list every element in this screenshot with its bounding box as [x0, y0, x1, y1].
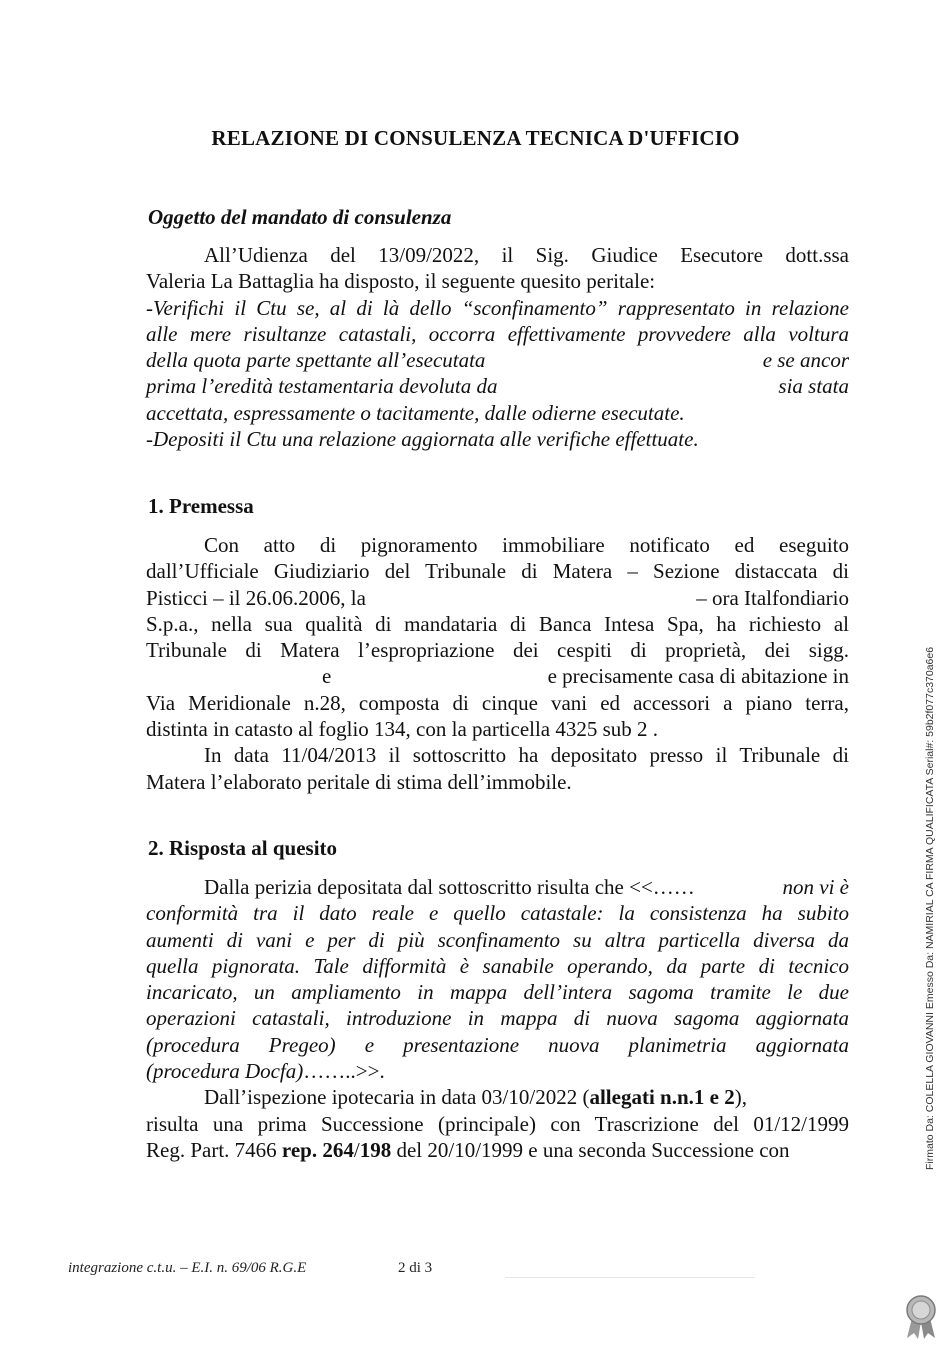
text-fragment: e se ancor [762, 348, 849, 373]
text-line: In data 11/04/2013 il sottoscritto ha depositato presso il Tribunale di [204, 743, 849, 768]
text-line: -Verifichi il Ctu se, al di là dello “sconfinamento” rappresentato in relazione [146, 295, 849, 320]
text-line: Valeria La Battaglia ha disposto, il seguente quesito peritale: [146, 269, 656, 294]
section-heading-premessa: 1. Premessa [148, 494, 254, 518]
text-line: Matera l’elaborato peritale di stima dell’immobile. [146, 769, 572, 794]
digital-signature-strip: Firmato Da: COLELLA GIOVANNI Emesso Da: NAMIRIAL CA FIRMA QUALIFICATA Serial#: 59b2f077c370a6e6 [924, 646, 936, 1170]
text-line: operazioni catastali, introduzione in mappa di nuova sagoma aggiornata [146, 1006, 849, 1031]
text-fragment: prima l’eredità testamentaria devoluta da [146, 374, 498, 399]
text-fragment: ……..>>. [303, 1059, 385, 1084]
text-fragment: Reg. Part. 7466 [146, 1137, 277, 1162]
text-line: All’Udienza del 13/09/2022, il Sig. Giudice Esecutore dott.ssa [204, 243, 849, 267]
text-line: -Depositi il Ctu una relazione aggiornata alle verifiche effettuate. [146, 427, 699, 452]
award-ribbon-icon [902, 1294, 940, 1345]
paragraph-premessa [146, 532, 849, 795]
text-line: alle mere risultanze catastali, occorra effettivamente provvedere alla voltura [146, 321, 849, 346]
text-line: quella pignorata. Tale difformità è sanabile operando, da parte di tecnico [146, 953, 849, 978]
text-fragment: e [322, 664, 332, 689]
text-line [146, 874, 849, 900]
text-fragment: del 20/10/1999 e una seconda Successione con [396, 1137, 790, 1162]
text-fragment: sia stata [778, 374, 849, 399]
text-line: dall’Ufficiale Giudiziario del Tribunale di Matera – Sezione distaccata di [146, 559, 849, 584]
text-line: (procedura Pregeo) e presentazione nuova planimetria aggiornata [146, 1032, 849, 1057]
page-number: 2 di 3 [398, 1260, 433, 1276]
divider [505, 1277, 755, 1278]
text-line: incaricato, un ampliamento in mappa dell’intera sagoma tramite le due [146, 980, 849, 1005]
section-heading-oggetto: Oggetto del mandato di consulenza [148, 205, 452, 229]
footer-reference: integrazione c.t.u. – E.I. n. 69/06 R.G.E [68, 1260, 307, 1276]
text-line: S.p.a., nella sua qualità di mandataria di Banca Intesa Spa, ha richiesto al [146, 611, 849, 636]
text-line: distinta in catasto al foglio 134, con la particella 4325 sub 2 . [146, 717, 659, 742]
text-line: Tribunale di Matera l’espropriazione dei cespiti di proprietà, dei sigg. [146, 638, 849, 663]
text-fragment: non vi è [782, 875, 849, 899]
attachment-ref: allegati n.n.1 e 2 [589, 1085, 735, 1110]
text-fragment: Pisticci – il 26.06.2006, la [146, 585, 366, 610]
text-line [146, 373, 849, 399]
text-line [146, 1058, 849, 1084]
text-line: Via Meridionale n.28, composta di cinque vani ed accessori a piano terra, [146, 690, 849, 715]
rep-number: rep. 264 [281, 1137, 354, 1162]
page-title: RELAZIONE DI CONSULENZA TECNICA D'UFFICIO [211, 126, 740, 150]
text-line [146, 585, 849, 611]
paragraph-oggetto [146, 242, 849, 452]
text-fragment: Dall’ispezione ipotecaria in data 03/10/2022 ( [204, 1085, 590, 1110]
text-fragment: (procedura Docfa) [146, 1059, 304, 1084]
text-line [146, 347, 849, 373]
section-heading-risposta: 2. Risposta al quesito [148, 836, 338, 860]
text-fragment: – ora Italfondiario [696, 585, 849, 610]
text-line: aumenti di vani e per di più sconfinamento su altra particella diversa da [146, 927, 849, 952]
text-line: accettata, espressamente o tacitamente, dalle odierne esecutate. [146, 400, 685, 425]
text-line [146, 1084, 849, 1110]
text-line: risulta una prima Successione (principale) con Trascrizione del 01/12/1999 [146, 1111, 849, 1136]
text-fragment: ), [734, 1085, 747, 1110]
text-line: Con atto di pignoramento immobiliare notificato ed eseguito [204, 533, 849, 557]
text-fragment: Dalla perizia depositata dal sottoscritto risulta che <<…… [204, 875, 695, 899]
text-fragment: della quota parte spettante all’esecutata [146, 348, 486, 373]
rep-number: 198 [359, 1137, 392, 1162]
paragraph-risposta [146, 874, 849, 1163]
text-fragment: / [353, 1137, 360, 1162]
text-line: conformità tra il dato reale e quello catastale: la consistenza ha subito [146, 901, 849, 926]
text-line [146, 663, 849, 689]
text-line [146, 1137, 849, 1163]
text-fragment: e precisamente casa di abitazione in [547, 664, 849, 689]
